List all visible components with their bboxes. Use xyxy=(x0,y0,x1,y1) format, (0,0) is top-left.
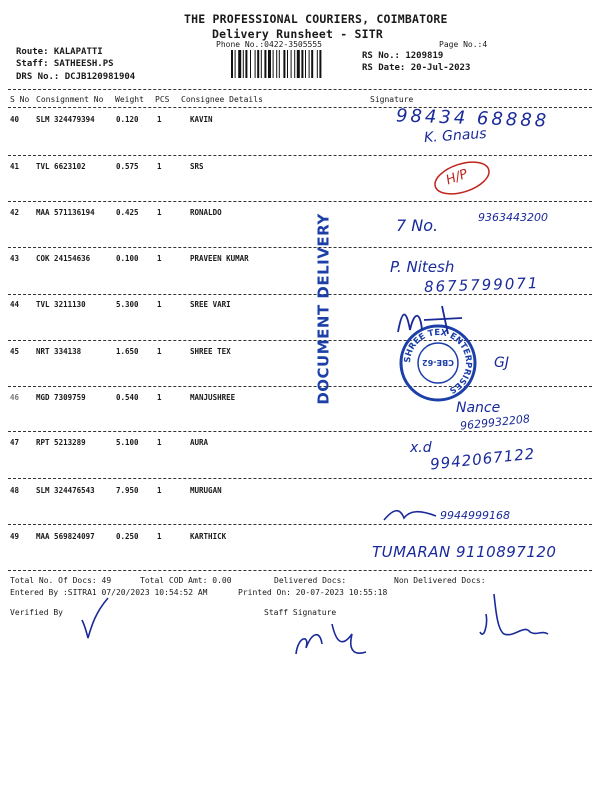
row-rule xyxy=(8,340,592,341)
row-pcs: 1 xyxy=(157,438,162,447)
row-consignee: RONALDO xyxy=(190,208,222,217)
row-rule xyxy=(8,386,592,387)
row-sno: 44 xyxy=(10,300,20,309)
col-signature: Signature xyxy=(370,95,414,104)
row-weight: 5.100 xyxy=(116,438,139,447)
header-top-rule xyxy=(8,89,592,90)
phone-number: Phone No.:0422-3505555 xyxy=(216,40,322,49)
delivered-docs: Delivered Docs: xyxy=(274,576,347,585)
handwritten-initials: GJ xyxy=(494,355,509,371)
handwritten-signature: x.d xyxy=(410,440,432,456)
row-consignee: PRAVEEN KUMAR xyxy=(190,254,249,263)
row-weight: 7.950 xyxy=(116,486,139,495)
col-consignee: Consignee Details xyxy=(181,95,263,104)
row-pcs: 1 xyxy=(157,115,162,124)
handwritten-phone: 9944999168 xyxy=(440,509,510,522)
staff-label: Staff: SATHEESH.PS xyxy=(16,59,114,69)
total-docs: Total No. Of Docs: 49 xyxy=(10,576,112,585)
handwritten-phone: 9629932208 xyxy=(459,412,531,433)
verified-by: Verified By xyxy=(10,608,63,617)
row-sno: 41 xyxy=(10,162,20,171)
row-sno: 47 xyxy=(10,438,20,447)
row-rule xyxy=(8,201,592,202)
staff-signature xyxy=(292,612,372,662)
row-consignment: MAA 569824097 xyxy=(36,532,95,541)
row-consignee: KAVIN xyxy=(190,115,213,124)
row-consignment: MAA 571136194 xyxy=(36,208,95,217)
row-pcs: 1 xyxy=(157,254,162,263)
row-consignee: SRS xyxy=(190,162,204,171)
red-circle-mark xyxy=(430,158,494,198)
handwritten-signature: TUMARAN 9110897120 xyxy=(372,543,557,561)
row-sno: 48 xyxy=(10,486,20,495)
route-label: Route: KALAPATTI xyxy=(16,47,103,57)
drs-number: DRS No.: DCJB120981904 xyxy=(16,72,136,82)
row-consignment: TVL 6623102 xyxy=(36,162,86,171)
row-weight: 0.250 xyxy=(116,532,139,541)
rs-date: RS Date: 20-Jul-2023 xyxy=(362,63,471,73)
row-sno: 43 xyxy=(10,254,20,263)
row-consignee: KARTHICK xyxy=(190,532,227,541)
row-sno: 42 xyxy=(10,208,20,217)
row-weight: 0.425 xyxy=(116,208,139,217)
handwritten-phone: 8675799071 xyxy=(423,273,540,297)
runsheet-title: Delivery Runsheet - SITR xyxy=(212,27,383,41)
row-pcs: 1 xyxy=(157,347,162,356)
row-rule xyxy=(8,478,592,479)
page-number: Page No.:4 xyxy=(439,40,488,49)
row-weight: 0.540 xyxy=(116,393,139,402)
row-rule xyxy=(8,570,592,571)
row-consignment: SLM 324476543 xyxy=(36,486,95,495)
row-consignee: MANJUSHREE xyxy=(190,393,236,402)
non-delivered-docs: Non Delivered Docs: xyxy=(394,576,486,585)
row-weight: 0.575 xyxy=(116,162,139,171)
handwritten-note: H/P xyxy=(444,166,470,189)
row-weight: 5.300 xyxy=(116,300,139,309)
entered-by: Entered By :SITRA1 07/20/2023 10:54:52 AM xyxy=(10,588,208,597)
row-pcs: 1 xyxy=(157,162,162,171)
header-bottom-rule xyxy=(8,107,592,108)
receiver-signature xyxy=(474,584,554,644)
row-consignment: TVL 3211130 xyxy=(36,300,86,309)
row-rule xyxy=(8,524,592,525)
handwritten-phone: 9363443200 xyxy=(478,211,548,224)
row-rule xyxy=(8,247,592,248)
row-sno: 49 xyxy=(10,532,20,541)
row-consignee: SREE VARI xyxy=(190,300,231,309)
row-consignment: MGD 7309759 xyxy=(36,393,86,402)
rs-number: RS No.: 1209819 xyxy=(362,51,444,61)
row-consignee: SHREE TEX xyxy=(190,347,231,356)
col-consignment: Consignment No xyxy=(36,95,104,104)
handwritten-phone: 9942067122 xyxy=(429,444,537,474)
stamp-inner-text: CBE-62 xyxy=(422,358,454,367)
row-consignee: AURA xyxy=(190,438,209,447)
printed-on: Printed On: 20-07-2023 10:55:18 xyxy=(238,588,388,597)
row-consignee: MURUGAN xyxy=(190,486,222,495)
row-weight: 1.650 xyxy=(116,347,139,356)
document-delivery-stamp: DOCUMENT DELIVERY xyxy=(314,213,333,405)
row-sno: 46 xyxy=(10,393,20,402)
row-pcs: 1 xyxy=(157,486,162,495)
row-weight: 0.120 xyxy=(116,115,139,124)
company-name: THE PROFESSIONAL COURIERS, COIMBATORE xyxy=(184,12,448,26)
verifier-signature xyxy=(78,594,118,644)
row-sno: 40 xyxy=(10,115,20,124)
row-rule xyxy=(8,294,592,295)
row-pcs: 1 xyxy=(157,532,162,541)
handwritten-signature: Nance xyxy=(456,400,501,416)
handwritten-signature xyxy=(380,504,440,526)
col-weight: Weight xyxy=(115,95,144,104)
row-pcs: 1 xyxy=(157,208,162,217)
row-sno: 45 xyxy=(10,347,20,356)
row-consignment: SLM 324479394 xyxy=(36,115,95,124)
row-consignment: NRT 334138 xyxy=(36,347,82,356)
row-consignment: COK 24154636 xyxy=(36,254,91,263)
row-pcs: 1 xyxy=(157,393,162,402)
stamp-outer-text: SHREE TEX ENTERPRISES xyxy=(402,327,474,396)
handwritten-signature: K. Gnaus xyxy=(423,125,488,147)
row-consignment: RPT 5213289 xyxy=(36,438,86,447)
table-row xyxy=(0,486,600,532)
row-rule xyxy=(8,155,592,156)
row-weight: 0.100 xyxy=(116,254,139,263)
row-rule xyxy=(8,431,592,432)
staff-signature-label: Staff Signature xyxy=(264,608,337,617)
total-cod: Total COD Amt: 0.00 xyxy=(140,576,232,585)
handwritten-signature: 7 No. xyxy=(396,216,439,235)
row-pcs: 1 xyxy=(157,300,162,309)
col-sno: S No xyxy=(10,95,30,104)
handwritten-signature xyxy=(392,300,482,340)
col-pcs: PCS xyxy=(155,95,170,104)
handwritten-phone: 98434 68888 xyxy=(395,105,550,132)
barcode xyxy=(230,50,352,78)
handwritten-signature: P. Nitesh xyxy=(390,258,455,276)
